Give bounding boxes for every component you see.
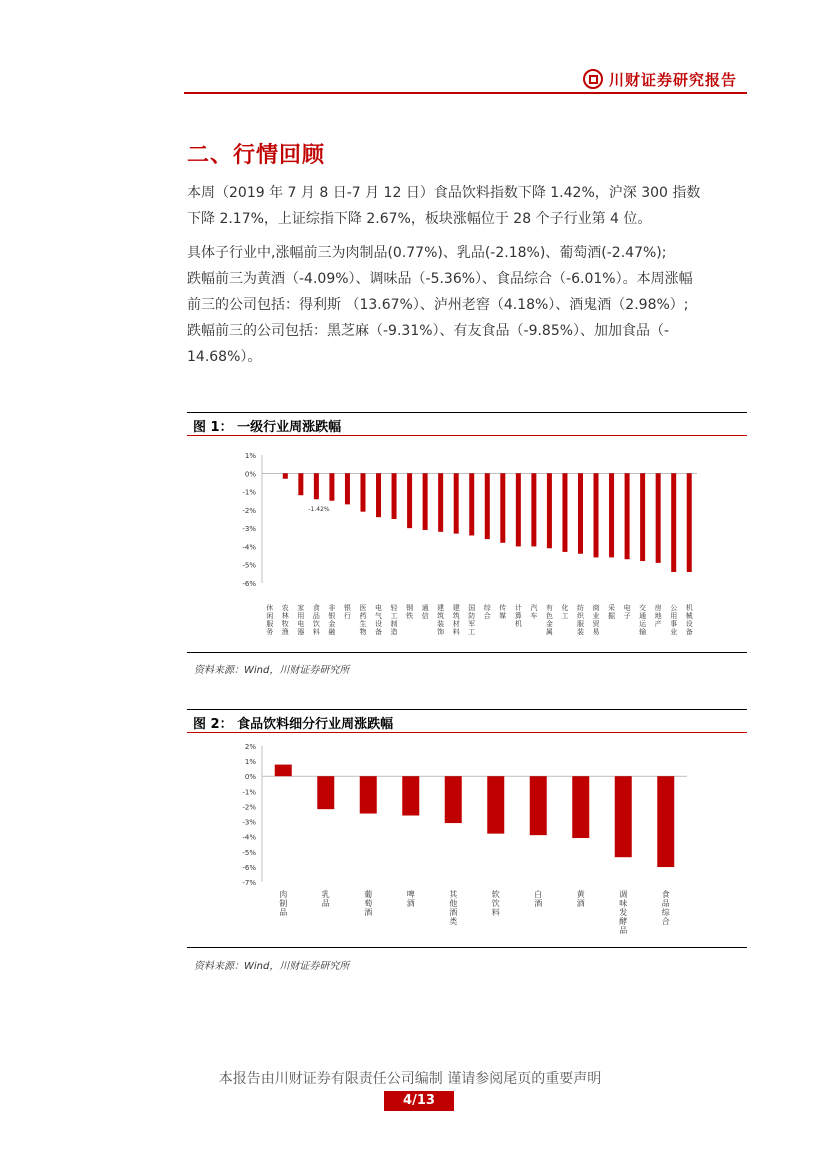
chart1-bar	[360, 473, 365, 511]
chart2-y-tick-label: -5%	[242, 848, 256, 857]
chart1-bar	[640, 473, 645, 561]
chart1-bar	[407, 473, 412, 528]
page-number: 4/13	[384, 1091, 454, 1111]
chart1-bar	[547, 473, 552, 548]
chart1-bar	[485, 473, 490, 539]
chart1-category-label: 通信	[421, 604, 429, 620]
chart2-bar	[487, 776, 504, 833]
figure2-bottom-rule	[187, 947, 747, 948]
chart2-category-label: 食品综合	[661, 890, 670, 926]
paragraph-line: 前三的公司包括：得利斯 （13.67%）、泸州老窖（4.18%）、酒鬼酒（2.98%）;	[187, 297, 689, 313]
chart1-bar	[298, 473, 303, 495]
paragraph-line: 具体子行业中,涨幅前三为肉制品(0.77%)、乳品(-2.18%)、葡萄酒(-2.47%);	[187, 245, 667, 261]
header-brand	[583, 68, 737, 90]
chart2-y-tick-label: -3%	[242, 818, 256, 827]
figure1-title: 图 1： 一级行业周涨跌幅	[193, 420, 342, 435]
figure1-chart	[187, 440, 747, 652]
chart1-bar	[423, 473, 428, 530]
chart1-bar	[500, 473, 505, 542]
chart1-category-label: 国防军工	[468, 604, 476, 636]
brand-name: 川财证券研究报告	[609, 70, 738, 89]
chart1-y-tick-label: 1%	[244, 452, 256, 460]
chart2-category-label: 葡萄酒	[364, 890, 373, 917]
chart2-y-tick-label: 0%	[244, 773, 256, 782]
chart1-bar	[656, 473, 661, 563]
chart1-bar	[314, 473, 319, 499]
chart1-y-tick-label: -2%	[242, 506, 256, 515]
chart1-category-label: 建筑装饰	[437, 604, 445, 636]
chart1-category-label: 轻工制造	[390, 604, 398, 636]
chart1-category-label: 银行	[343, 604, 351, 620]
chart1-y-tick-label: -1%	[242, 488, 256, 497]
chart1-bar	[345, 473, 350, 504]
brand-logo-icon	[583, 69, 603, 89]
figure2-title-bar	[187, 709, 747, 732]
chart1-y-tick-label: 0%	[244, 470, 256, 479]
section-title: 二、行情回顾	[187, 143, 326, 168]
chart1-category-label: 汽车	[530, 604, 538, 620]
paragraph-line: 跌幅前三为黄酒（-4.09%）、调味品（-5.36%）、食品综合（-6.01%）。本周涨幅	[187, 271, 693, 287]
footer-statement: 本报告由川财证券有限责任公司编制 谨请参阅尾页的重要声明	[218, 1071, 602, 1087]
chart2-y-tick-label: 1%	[244, 758, 256, 767]
chart1-bar	[609, 473, 614, 557]
chart1-category-label: 建筑材料	[452, 604, 460, 636]
paragraph-line: 跌幅前三的公司包括：黑芝麻（-9.31%）、有友食品（-9.85%）、加加食品（-	[187, 323, 670, 339]
chart2-bar	[657, 776, 674, 867]
figure1-source: 资料来源：Wind，川财证券研究所	[194, 665, 350, 676]
figure2-source: 资料来源：Wind，川财证券研究所	[194, 961, 350, 972]
chart1-category-label: 纺织服装	[576, 604, 584, 636]
chart2-category-label: 白酒	[534, 890, 543, 908]
chart2-category-label: 啤酒	[406, 890, 415, 908]
chart1-category-label: 综合	[483, 604, 491, 620]
chart1-bar	[438, 473, 443, 532]
chart1-bar	[531, 473, 536, 546]
chart1-category-label: 交通运输	[639, 604, 647, 636]
chart1-y-tick-label: -3%	[242, 525, 256, 534]
chart1-bar	[469, 473, 474, 535]
chart1-bar	[329, 473, 334, 500]
chart2-bar	[445, 776, 462, 823]
chart2-category-label: 其他酒类	[449, 890, 458, 926]
chart2-bar	[360, 776, 377, 813]
chart2-category-label: 乳品	[321, 890, 330, 908]
chart1-category-label: 休闲服务	[266, 604, 274, 636]
chart1-category-label: 采掘	[608, 604, 616, 620]
chart2-bar	[275, 765, 292, 777]
chart1-category-label: 电气设备	[375, 604, 383, 636]
chart1-category-label: 钢铁	[406, 604, 414, 620]
chart2-category-label: 黄酒	[576, 890, 585, 908]
paragraph-line: 14.68%）。	[187, 349, 262, 365]
chart1-category-label: 有色金属	[545, 604, 553, 636]
chart1-bar	[625, 473, 630, 559]
chart1-category-label: 房地产	[654, 604, 662, 628]
chart2-y-tick-label: -7%	[242, 879, 256, 887]
chart1-category-label: 计算机	[514, 604, 522, 628]
figure1-title-underline	[187, 435, 747, 436]
chart1-bar	[376, 473, 381, 517]
figure2-title: 图 2： 食品饮料细分行业周涨跌幅	[193, 717, 394, 732]
chart2-y-tick-label: -6%	[242, 863, 256, 872]
chart1-category-label: 医药生物	[359, 604, 367, 636]
figure1-title-bar	[187, 412, 747, 435]
chart2-y-tick-label: 2%	[244, 743, 256, 751]
chart1-category-label: 机械设备	[685, 604, 693, 636]
chart1-bar	[454, 473, 459, 533]
chart1-bar	[671, 473, 676, 572]
chart1-y-tick-label: -6%	[242, 580, 256, 588]
figure1-bottom-rule	[187, 652, 747, 653]
figure2-chart	[187, 737, 747, 947]
chart1-category-label: 家用电器	[297, 604, 305, 636]
chart1-category-label: 电子	[623, 604, 631, 620]
chart2-bar	[317, 776, 334, 809]
chart2-bar	[530, 776, 547, 835]
chart1-y-tick-label: -5%	[242, 561, 256, 570]
chart2-bar	[402, 776, 419, 815]
chart1-bar	[578, 473, 583, 553]
chart1-category-label: 公用事业	[670, 604, 678, 636]
chart1-annotation: -1.42%	[308, 506, 330, 513]
chart1-y-tick-label: -4%	[242, 543, 256, 552]
chart1-bar	[283, 473, 288, 478]
paragraph-line: 下降 2.17%，上证综指下降 2.67%，板块涨幅位于 28 个子行业第 4 位。	[187, 211, 652, 227]
chart1-category-label: 商业贸易	[592, 604, 600, 636]
chart1-bar	[687, 473, 692, 572]
chart1-bar	[562, 473, 567, 552]
chart1-category-label: 农林牧渔	[281, 604, 289, 636]
chart1-bar	[392, 473, 397, 519]
chart1-category-label: 化工	[561, 604, 569, 620]
chart1-bar	[594, 473, 599, 557]
chart2-y-tick-label: -1%	[242, 788, 256, 797]
chart2-category-label: 肉制品	[279, 890, 288, 917]
chart1-bar	[516, 473, 521, 546]
paragraph-line: 本周（2019 年 7 月 8 日-7 月 12 日）食品饮料指数下降 1.42%，沪深 300 指数	[187, 185, 701, 201]
chart2-category-label: 软饮料	[491, 890, 500, 917]
chart2-y-tick-label: -2%	[242, 803, 256, 812]
chart1-category-label: 非银金融	[328, 604, 336, 636]
chart2-category-label: 调味发酵品	[619, 890, 628, 935]
header-divider	[184, 92, 747, 94]
chart2-bar	[572, 776, 589, 838]
chart2-y-tick-label: -4%	[242, 833, 256, 842]
chart1-category-label: 传媒	[499, 604, 507, 620]
chart2-bar	[615, 776, 632, 857]
chart1-category-label: 食品饮料	[312, 604, 320, 636]
figure2-title-underline	[187, 732, 747, 733]
